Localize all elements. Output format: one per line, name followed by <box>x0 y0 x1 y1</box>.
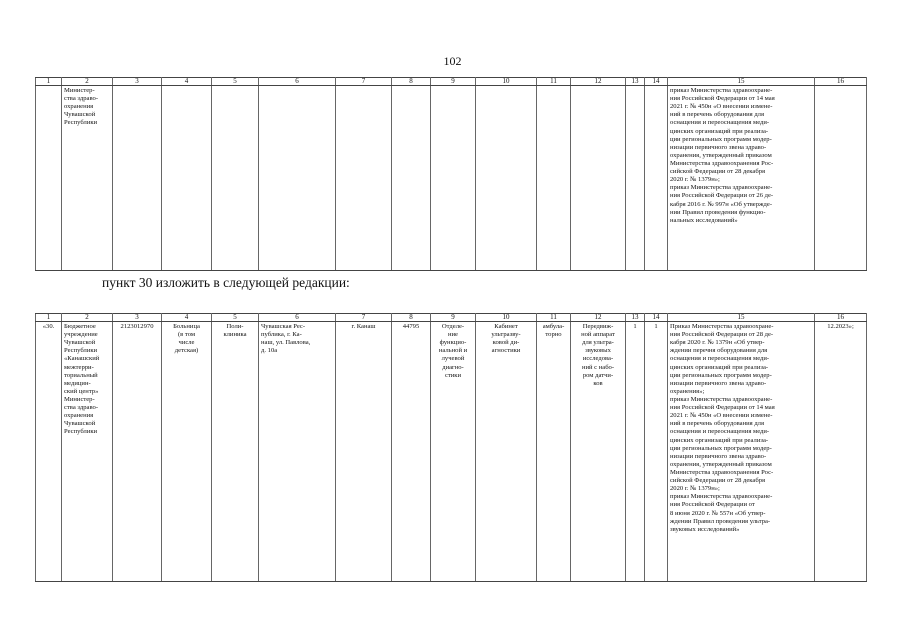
column-number: 13 <box>626 78 645 86</box>
column-number: 7 <box>336 78 392 86</box>
cell-room <box>476 86 537 271</box>
column-number: 8 <box>392 314 431 322</box>
cell-quantity <box>645 86 668 271</box>
cell-deadline: 12.2023»; <box>815 322 867 582</box>
cell-code: 44795 <box>392 322 431 582</box>
column-number: 11 <box>537 314 571 322</box>
column-number: 16 <box>815 314 867 322</box>
cell-organization: Бюджетное учреждение Чувашской Республики «Канашский межтерри- ториальный медицин- ский центр» Министер- ства здраво- охранения Чувашской Республики <box>62 322 113 582</box>
column-number: 5 <box>212 78 259 86</box>
cell-facility-type: Больница (в том числе детская) <box>162 322 212 582</box>
column-number: 1 <box>36 314 62 322</box>
column-number: 13 <box>626 314 645 322</box>
column-number: 1 <box>36 78 62 86</box>
cell-quantity: 1 <box>626 322 645 582</box>
cell-quantity: 1 <box>645 322 668 582</box>
cell-subtype: Поли- клиника <box>212 322 259 582</box>
cell-code <box>392 86 431 271</box>
column-number: 2 <box>62 78 113 86</box>
column-number: 6 <box>259 314 336 322</box>
cell-mode <box>537 86 571 271</box>
cell-equipment: Передвиж- ной аппарат для ультра- звуковых исследова- ний с набо- ром датчи- ков <box>571 322 626 582</box>
cell-address <box>259 86 336 271</box>
column-number: 5 <box>212 314 259 322</box>
cell-address: Чувашская Рес- публика, г. Ка- наш, ул. Павлова, д. 10а <box>259 322 336 582</box>
column-number: 2 <box>62 314 113 322</box>
cell-number: «30. <box>36 322 62 582</box>
table-2-header-row <box>36 314 867 322</box>
cell-subtype <box>212 86 259 271</box>
column-number: 6 <box>259 78 336 86</box>
cell-quantity <box>626 86 645 271</box>
table-2 <box>35 313 867 582</box>
table-1 <box>35 77 867 271</box>
column-number: 12 <box>571 314 626 322</box>
column-number: 4 <box>162 314 212 322</box>
cell-room: Кабинет ультразву- ковой ди- агностики <box>476 322 537 582</box>
cell-department: Отделе- ние функцио- нальной и лучевой диагно- стики <box>431 322 476 582</box>
column-number: 9 <box>431 78 476 86</box>
column-number: 14 <box>645 78 668 86</box>
cell-department <box>431 86 476 271</box>
column-number: 16 <box>815 78 867 86</box>
column-number: 7 <box>336 314 392 322</box>
page-number: 102 <box>443 54 462 68</box>
cell-facility-type <box>162 86 212 271</box>
table-row <box>36 322 867 582</box>
column-number: 4 <box>162 78 212 86</box>
amendment-text: пункт 30 изложить в следующей редакции: <box>102 275 350 290</box>
cell-deadline <box>815 86 867 271</box>
cell-equipment <box>571 86 626 271</box>
column-number: 3 <box>113 78 162 86</box>
column-number: 14 <box>645 314 668 322</box>
cell-inn: 2123012970 <box>113 322 162 582</box>
cell-legal-basis: приказ Министерства здравоохране- ния Российской Федерации от 14 мая 2021 г. № 450н «О внесении измене- ний в перечень оборудования для оснащения и переоснащения меди- цинских организаций при реализа- ции региональных программ модер- низации первичного звена здраво- охранения, утвержденный приказом Министерства здравоохранения Рос- сийской Федерации от 28 декабря 2020 г. № 1379н»; приказ Министерства здравоохране- ния Российской Федерации от 26 де- кабря 2016 г. № 997н «Об утвержде- нии Правил проведения функцио- нальных исследований» <box>668 86 815 271</box>
table-row <box>36 86 867 271</box>
cell-legal-basis: Приказ Министерства здравоохране- ния Российской Федерации от 28 де- кабря 2020 г. № 1379н «Об утвер- ждении перечня оборудования для оснащения и переоснащения меди- цинских организаций при реализа- ции региональных программ модер- низации первичного звена здраво- охранения»; приказ Министерства здравоохране- ния Российской Федерации от 14 мая 2021 г. № 450н «О внесении измене- ний в перечень оборудования для оснащения и переоснащения меди- цинских организаций при реализа- ции региональных программ модер- низации первичного звена здраво- охранения, утвержденный приказом Министерства здравоохранения Рос- сийской Федерации от 28 декабря 2020 г. № 1379н»; приказ Министерства здравоохране- ния Российской Федерации от 8 июня 2020 г. № 557н «Об утвер- ждении Правил проведения ультра- звуковых исследований» <box>668 322 815 582</box>
column-number: 10 <box>476 78 537 86</box>
column-number: 9 <box>431 314 476 322</box>
column-number: 3 <box>113 314 162 322</box>
column-number: 12 <box>571 78 626 86</box>
column-number: 10 <box>476 314 537 322</box>
column-number: 8 <box>392 78 431 86</box>
cell-locality <box>336 86 392 271</box>
cell-locality: г. Канаш <box>336 322 392 582</box>
cell-number <box>36 86 62 271</box>
cell-mode: амбула- торно <box>537 322 571 582</box>
cell-inn <box>113 86 162 271</box>
cell-organization: Министер- ства здраво- охранения Чувашской Республики <box>62 86 113 271</box>
column-number: 15 <box>668 314 815 322</box>
column-number: 15 <box>668 78 815 86</box>
table-1-header-row <box>36 78 867 86</box>
column-number: 11 <box>537 78 571 86</box>
